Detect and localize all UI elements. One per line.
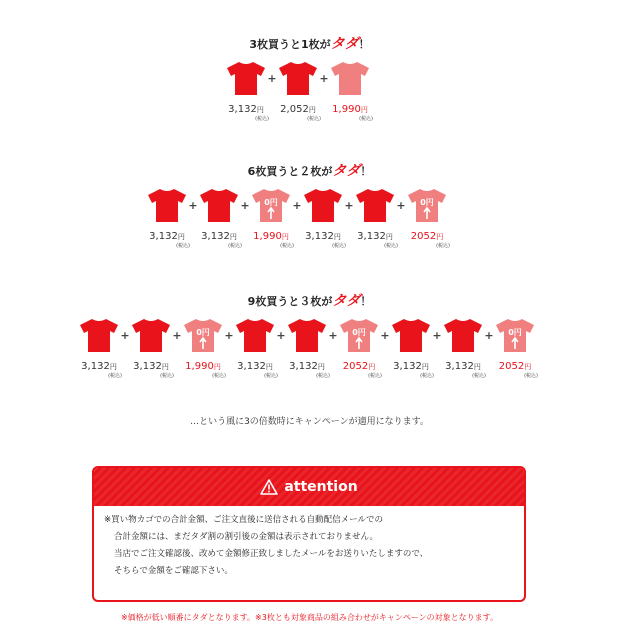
tshirt-item <box>492 317 538 379</box>
attention-header <box>94 468 524 506</box>
tshirt-item <box>144 187 190 249</box>
offer-title-text: 3枚買うと1枚が <box>249 38 331 51</box>
tax-included-label: (税込) <box>108 373 122 379</box>
warning-icon <box>260 479 278 495</box>
tshirt-item <box>336 317 382 379</box>
tax-included-label: (税込) <box>176 243 190 249</box>
tshirt-icon <box>147 187 187 223</box>
tax-included-label: (税込) <box>316 373 330 379</box>
svg-text:0円: 0円 <box>352 328 366 337</box>
attention-line: 当店でご注文確認後、改めて金額修正致しましたメールをお送りいたしますので、 <box>114 549 429 559</box>
tshirt-icon <box>495 317 535 353</box>
footnote: ※価格が低い順番にタダとなります。※3枚とも対象商品の組み合わせがキャンペーンの対象となります。 <box>120 613 499 622</box>
attention-line: 合計金額には、まだタダ割の割引後の金額は表示されておりません。 <box>114 532 379 542</box>
tshirt-item <box>76 317 122 379</box>
item-price: 3,132円 <box>305 231 341 242</box>
campaign-note: …という風に3の倍数時にキャンペーンが適用になります。 <box>190 417 429 427</box>
attention-line: ※買い物カゴでの合計金額、ご注文直後に送信される自動配信メールでの <box>104 515 383 525</box>
item-price: 2,052円 <box>280 104 316 115</box>
tshirt-item <box>275 60 321 122</box>
plus-sign: + <box>267 72 277 85</box>
offer-title-text: 9枚買うと３枚が <box>247 295 333 308</box>
item-price: 3,132円 <box>228 104 264 115</box>
tshirt-icon <box>131 317 171 353</box>
tshirt-icon <box>278 60 318 96</box>
tshirt-icon <box>199 187 239 223</box>
tshirt-item <box>284 317 330 379</box>
svg-text:0円: 0円 <box>420 198 434 207</box>
attention-body <box>94 506 524 580</box>
offer-title <box>0 290 619 310</box>
tshirt-icon <box>226 60 266 96</box>
tshirt-item <box>440 317 486 379</box>
tshirt-icon <box>355 187 395 223</box>
offer-title-suffix: ！ <box>358 38 370 51</box>
attention-heading: attention <box>284 479 358 495</box>
tshirt-icon <box>183 317 223 353</box>
tax-included-label: (税込) <box>436 243 450 249</box>
tshirt-item <box>128 317 174 379</box>
item-price: 3,132円 <box>81 361 117 372</box>
item-price: 3,132円 <box>393 361 429 372</box>
item-price: 2052円 <box>498 361 532 372</box>
tax-included-label: (税込) <box>228 243 242 249</box>
attention-line: そちらで金額をご確認下さい。 <box>114 566 233 576</box>
svg-text:0円: 0円 <box>196 328 210 337</box>
offer-title <box>0 160 619 180</box>
item-price: 3,132円 <box>445 361 481 372</box>
plus-sign: + <box>224 329 234 342</box>
tax-included-label: (税込) <box>332 243 346 249</box>
tshirt-item <box>232 317 278 379</box>
tshirt-item <box>248 187 294 249</box>
tshirt-item <box>327 60 373 122</box>
tada-label: タダ <box>332 293 361 309</box>
item-price: 1,990円 <box>332 104 368 115</box>
item-price: 1,990円 <box>185 361 221 372</box>
plus-sign: + <box>319 72 329 85</box>
tax-included-label: (税込) <box>524 373 538 379</box>
tada-label: タダ <box>330 36 359 52</box>
svg-text:0円: 0円 <box>264 198 278 207</box>
item-price: 2052円 <box>342 361 376 372</box>
tax-included-label: (税込) <box>359 116 373 122</box>
tshirt-item <box>196 187 242 249</box>
tshirt-item <box>404 187 450 249</box>
item-price: 3,132円 <box>237 361 273 372</box>
tshirt-icon <box>287 317 327 353</box>
offer-title-text: 6枚買うと２枚が <box>247 165 333 178</box>
offer-title-suffix: ！ <box>360 295 372 308</box>
item-price: 3,132円 <box>357 231 393 242</box>
plus-sign: + <box>240 199 250 212</box>
tshirt-icon <box>79 317 119 353</box>
tax-included-label: (税込) <box>420 373 434 379</box>
tshirt-icon <box>339 317 379 353</box>
tax-included-label: (税込) <box>160 373 174 379</box>
tada-label: タダ <box>332 163 361 179</box>
tax-included-label: (税込) <box>472 373 486 379</box>
svg-text:0円: 0円 <box>508 328 522 337</box>
tshirt-icon <box>407 187 447 223</box>
plus-sign: + <box>432 329 442 342</box>
item-price: 2052円 <box>410 231 444 242</box>
item-price: 3,132円 <box>149 231 185 242</box>
plus-sign: + <box>292 199 302 212</box>
tshirt-icon <box>330 60 370 96</box>
tax-included-label: (税込) <box>212 373 226 379</box>
tshirt-item <box>300 187 346 249</box>
plus-sign: + <box>380 329 390 342</box>
plus-sign: + <box>276 329 286 342</box>
tshirt-item <box>223 60 269 122</box>
tshirt-item <box>352 187 398 249</box>
tax-included-label: (税込) <box>280 243 294 249</box>
tshirt-icon <box>303 187 343 223</box>
item-price: 1,990円 <box>253 231 289 242</box>
offer-title-suffix: ！ <box>360 165 372 178</box>
tshirt-icon <box>443 317 483 353</box>
tshirt-icon <box>251 187 291 223</box>
tax-included-label: (税込) <box>255 116 269 122</box>
attention-box <box>92 466 526 602</box>
tshirt-item <box>388 317 434 379</box>
plus-sign: + <box>396 199 406 212</box>
offer-title <box>0 33 619 53</box>
plus-sign: + <box>328 329 338 342</box>
plus-sign: + <box>120 329 130 342</box>
plus-sign: + <box>484 329 494 342</box>
plus-sign: + <box>172 329 182 342</box>
plus-sign: + <box>188 199 198 212</box>
tshirt-icon <box>391 317 431 353</box>
tax-included-label: (税込) <box>307 116 321 122</box>
tshirt-item <box>180 317 226 379</box>
item-price: 3,132円 <box>133 361 169 372</box>
item-price: 3,132円 <box>201 231 237 242</box>
tshirt-icon <box>235 317 275 353</box>
item-price: 3,132円 <box>289 361 325 372</box>
tax-included-label: (税込) <box>264 373 278 379</box>
tax-included-label: (税込) <box>368 373 382 379</box>
plus-sign: + <box>344 199 354 212</box>
tax-included-label: (税込) <box>384 243 398 249</box>
